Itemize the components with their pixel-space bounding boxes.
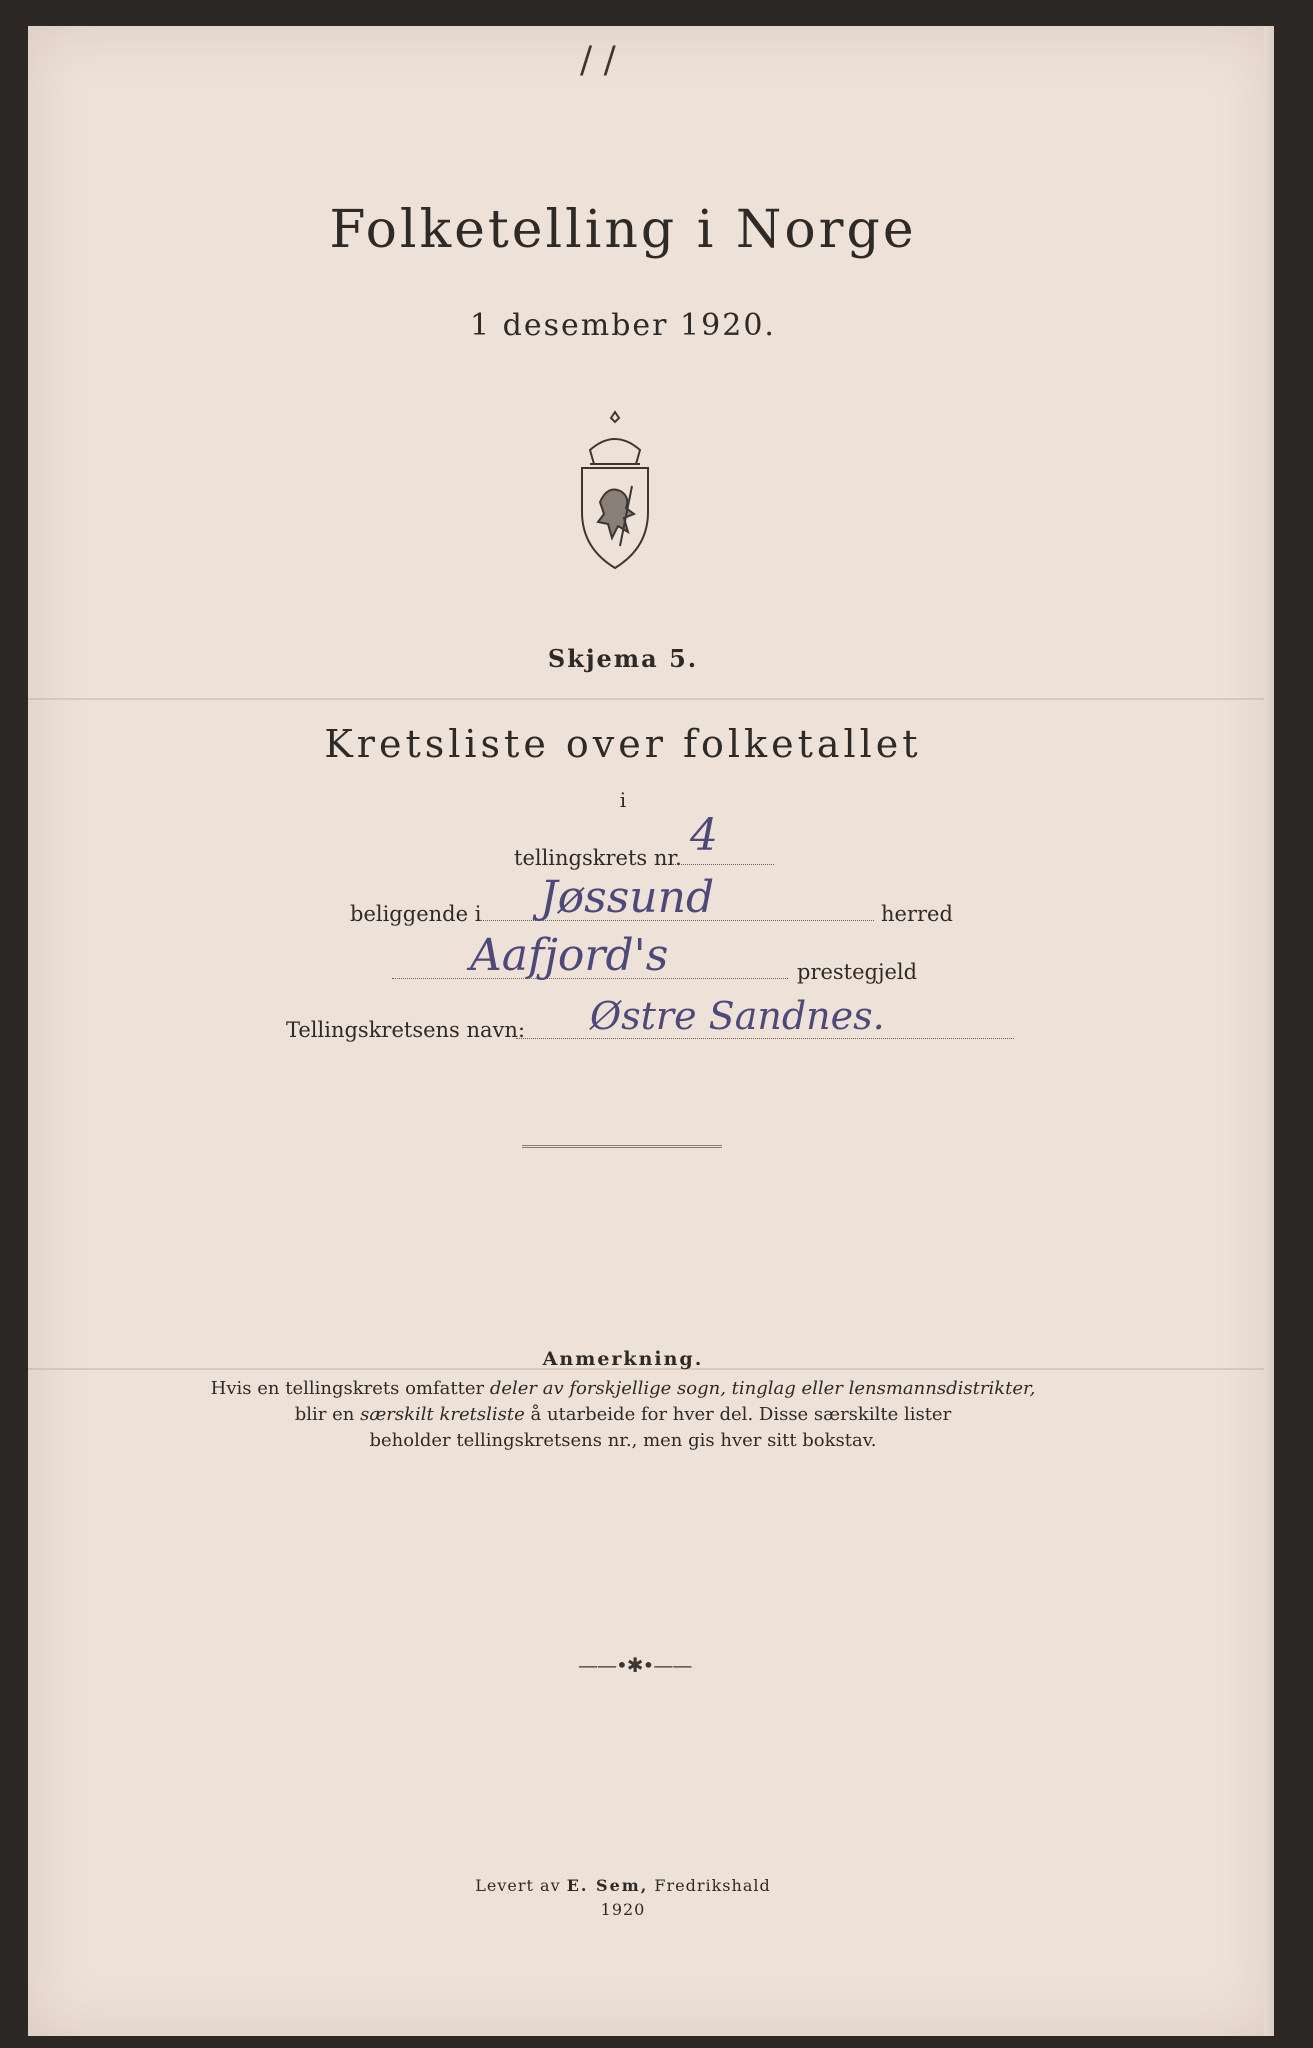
paper-fold-line — [28, 698, 1274, 700]
kretsnavn-value: Østre Sandnes. — [590, 994, 885, 1038]
prestegjeld-value: Aafjord's — [470, 930, 669, 981]
tellingskrets-label: tellingskrets nr. — [514, 846, 682, 870]
section-divider — [522, 1145, 722, 1148]
kretsnavn-field-line — [516, 1038, 1014, 1039]
census-date: 1 desember 1920. — [470, 308, 776, 343]
ornament-divider: ——•✱•—— — [578, 1653, 692, 1677]
herred-prefix-label: beliggende i — [350, 902, 482, 926]
paper-edge — [1264, 26, 1274, 2036]
note-text: Hvis en tellingskrets omfatter deler av forskjellige sogn, tinglag eller lensmannsdistrikter, blir en særskilt kretsliste å utarbeide for hver del. Disse særskilte lister beholder tellingskretsens nr., men gis hver sitt bokstav. — [210, 1378, 1036, 1451]
herred-suffix-label: herred — [881, 902, 953, 926]
norwegian-coat-of-arms-icon — [560, 406, 670, 576]
herred-value: Jøssund — [540, 872, 715, 923]
connector-word: i — [619, 788, 627, 812]
corner-pen-mark: / / — [580, 40, 616, 81]
printer-imprint: Levert av E. Sem, Fredrikshald 1920 — [475, 1876, 771, 1919]
tellingskrets-field-line — [672, 864, 774, 865]
schema-number: Skjema 5. — [547, 644, 699, 673]
tellingskrets-value: 4 — [690, 810, 718, 861]
page-title: Folketelling i Norge — [329, 200, 917, 260]
form-heading: Kretsliste over folketallet — [324, 722, 922, 766]
kretsnavn-label: Tellingskretsens navn: — [286, 1018, 526, 1042]
note-heading: Anmerkning. — [542, 1348, 704, 1370]
prestegjeld-suffix-label: prestegjeld — [797, 960, 918, 984]
